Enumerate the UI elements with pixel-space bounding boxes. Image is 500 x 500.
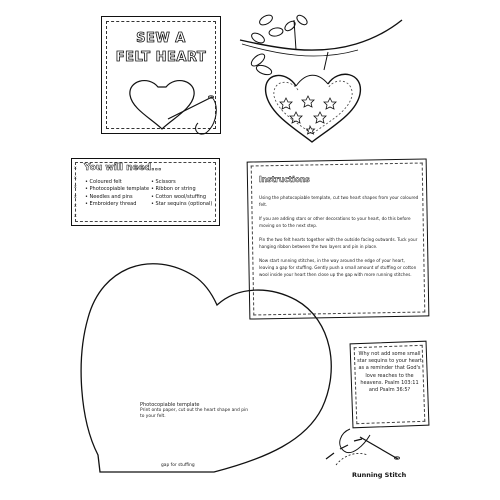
running-stitch-illustration [320,425,420,475]
cross-stitch-column: x x x x x x [74,166,77,219]
supply-item: • Ribbon or string [151,186,212,193]
supply-item: • Embroidery thread [85,201,149,208]
instruction-step: Now start running stitches, in the way around the edge of your heart, leaving a gap for stuffing. Gently push a small amount of stuffing or cotton wool inside your heart then close up the gap with more running stitches. [259,258,417,277]
supply-item: • Photocopiable template [85,186,149,193]
instructions-title: Instructions [259,175,310,184]
supply-item: • Coloured felt [85,179,149,186]
template-label [140,402,250,421]
template-title: Photocopiable template [140,402,200,408]
note-text: Why not add some small star sequins to your heart as a reminder that God's love reaches to the heavens. Psalm 103:11 and Psalm 36:5? [357,351,422,394]
running-stitch-label: Running Stitch [352,471,407,479]
tag-title-line2: FELT HEART [115,50,207,65]
instruction-step: Pin the two felt hearts together with the outside facing outwards. Tuck your hanging ribbon between the two layers and pin in place. [259,237,418,249]
supply-item: • Scissors [151,179,212,186]
template-instructions: Print onto paper, cut out the heart shape and pin to your felt. [140,408,249,420]
tag-title-line1: SEW A [136,31,186,46]
supply-item: • Needles and pins [85,194,149,201]
instruction-step: Using the photocopiable template, cut two heart shapes from your coloured felt. [259,195,419,207]
gap-for-stuffing-label: gap for stuffing [161,463,195,468]
instruction-step: If you are adding stars or other decorations to your heart, do this before moving on to the next step. [259,216,411,228]
supply-item: • Star sequins (optional) [151,201,212,208]
you-will-need-title: You will need... [84,163,162,173]
supply-item: • Cotton wool/stuffing [151,194,212,201]
